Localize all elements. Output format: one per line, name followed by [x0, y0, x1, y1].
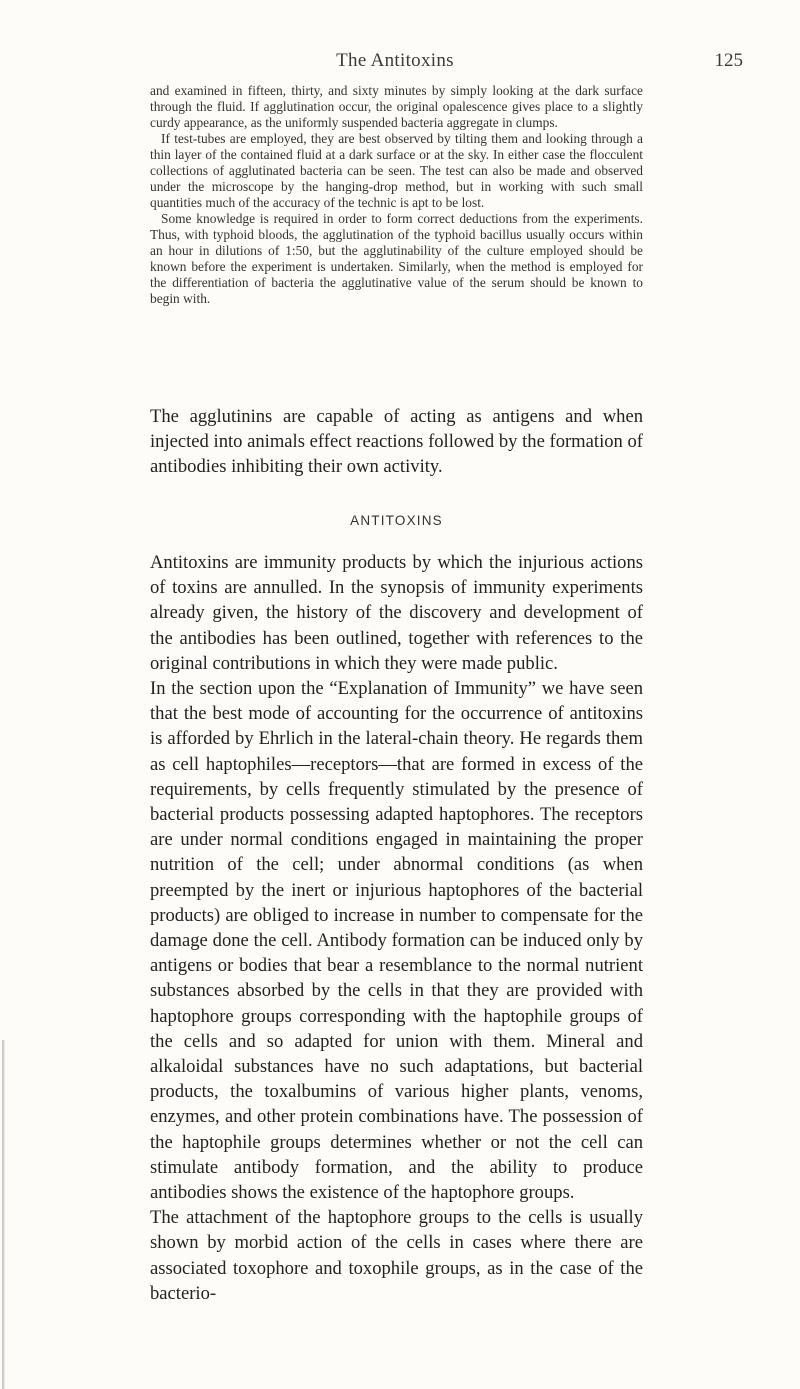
body-paragraph: Antitoxins are immunity products by which the injurious actions of toxins are annulled. In the synopsis of immunity experiments already given, the history of the discovery and development of the antibodies has been outlined, together with references to the original contributions in which they were made public.: [150, 552, 643, 674]
small-paragraph: Some knowledge is required in order to form correct deductions from the experiments. Thus, with typhoid bloods, the agglutination of the typhoid bacillus usually occurs within an hour in dilutions of 1:50, but the agglutinability of the culture employed should be known before the experiment is undertaken. Similarly, when the method is employed for the differentiation of bacteria the agglutinative value of the serum should be known to begin with.: [150, 211, 643, 306]
small-paragraph: and examined in fifteen, thirty, and sixty minutes by simply looking at the dark surface through the fluid. If agglutination occur, the original opalescence gives place to a slightly curdy appearance, as the uniformly suspended bacteria aggregate in clumps.: [150, 83, 643, 130]
small-print-block: [150, 83, 643, 307]
antitoxin-block: [150, 550, 643, 1306]
body-paragraph: The agglutinins are capable of acting as antigens and when injected into animals effect reactions followed by the formation of antibodies inhibiting their own activity.: [150, 406, 643, 478]
page-spine-shadow: [2, 1040, 5, 1389]
body-paragraph: The attachment of the haptophore groups to the cells is usually shown by morbid action of the cells in cases where there are associated toxophore and toxophile groups, as in the case of the bacterio-: [150, 1207, 643, 1304]
small-paragraph: If test-tubes are employed, they are best observed by tilting them and looking through a thin layer of the contained fluid at a dark surface or at the sky. In either case the flocculent collections of agglutinated bacteria can be seen. The test can also be made and observed under the microscope by the hanging-drop method, but in working with such small quantities much of the accuracy of the technic is apt to be lost.: [150, 131, 643, 210]
page-number: 125: [714, 50, 743, 71]
body-paragraph: In the section upon the “Explanation of Immunity” we have seen that the best mode of accounting for the occurrence of antitoxins is afforded by Ehrlich in the lateral-chain theory. He regards them as cell haptophiles—receptors—that are formed in excess of the requirements, by cells frequently stimulated by the presence of bacterial products possessing adapted haptophores. The receptors are under normal conditions engaged in maintaining the proper nutrition of the cell; under abnormal conditions (as when preempted by the inert or injurious haptophores of the bacterial products) are obliged to increase in number to compensate for the damage done the cell. Antibody formation can be induced only by antigens or bodies that bear a resemblance to the normal nutrient substances absorbed by the cells in that they are provided with haptophore groups corresponding with the haptophile groups of the cells and so adapted for union with them. Mineral and alkaloidal substances have no such adaptations, but bacterial products, the toxalbumins of various higher plants, venoms, enzymes, and other protein combinations have. The possession of the haptophile groups determines whether or not the cell can stimulate antibody formation, and the ability to produce antibodies shows the existence of the haptophore groups.: [150, 678, 643, 1204]
section-heading: ANTITOXINS: [350, 513, 443, 528]
running-head: The Antitoxins: [336, 50, 454, 71]
agglutinin-block: [150, 404, 643, 480]
